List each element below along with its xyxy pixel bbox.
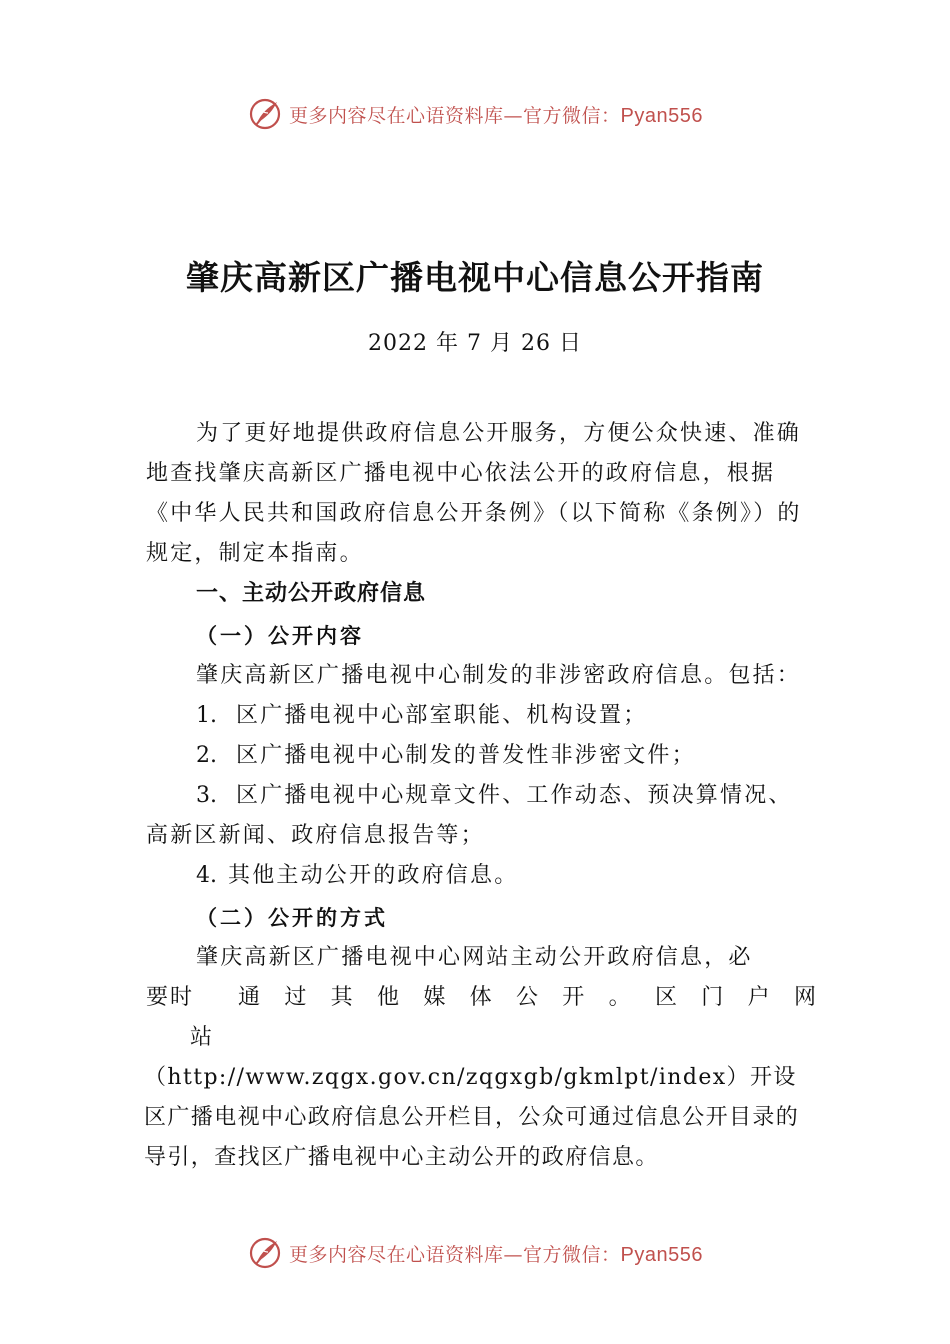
watermark-text: 更多内容尽在心语资料库—官方微信：Pyan556 xyxy=(289,1243,703,1266)
intro-paragraph: 为了更好地提供政府信息公开服务，方便公众快速、准确地查找肇庆高新区广播电视中心依法公开的政府信息，根据《中华人民共和国政府信息公开条例》（以下简称《条例》）的规定，制定本指南。 xyxy=(146,421,802,566)
quill-logo-icon xyxy=(247,96,283,132)
quill-logo-icon xyxy=(247,1235,283,1271)
watermark-text: 更多内容尽在心语资料库—官方微信：Pyan556 xyxy=(289,104,703,127)
list-item-2 xyxy=(146,736,816,776)
list-item-text: 其他主动公开的政府信息。 xyxy=(228,863,519,888)
subsection-1-lead: 肇庆高新区广播电视中心制发的非涉密政府信息。包括： xyxy=(196,663,802,688)
spread-char: 媒 xyxy=(423,985,446,1010)
spread-char: 。 xyxy=(608,985,631,1010)
spread-char: 过 xyxy=(284,985,307,1010)
spread-line-text xyxy=(238,978,816,1018)
document-date: 2022 年 7 月 26 日 xyxy=(368,331,582,356)
section-heading-1: 一、主动公开政府信息 xyxy=(196,581,427,606)
spread-char: 门 xyxy=(701,985,724,1010)
watermark-group xyxy=(247,1235,703,1271)
subsection-2-url-paragraph: （http://www.zqgx.gov.cn/zqgxgb/gkmlpt/index）开设区广播电视中心政府信息公开栏目，公众可通过信息公开目录的导引，查找区广播电视中心主动公开的政府信息。 xyxy=(144,1065,800,1170)
spread-char: 他 xyxy=(376,985,399,1010)
spread-char: 通 xyxy=(238,985,261,1010)
watermark-wechat-id: Pyan556 xyxy=(620,104,703,127)
list-item-text: 区广播电视中心制发的普发性非涉密文件； xyxy=(236,743,696,768)
footer-watermark xyxy=(0,1233,950,1273)
subsection-2-spread-line xyxy=(146,978,816,1018)
list-item-4 xyxy=(146,856,816,896)
document-title: 肇庆高新区广播电视中心信息公开指南 xyxy=(186,258,764,297)
document-body xyxy=(146,414,816,1178)
spread-char: 区 xyxy=(654,985,677,1010)
list-item-3 xyxy=(146,776,816,856)
spread-char: 其 xyxy=(330,985,353,1010)
spread-line-left: 要时 xyxy=(146,985,195,1010)
spread-char: 户 xyxy=(747,985,770,1010)
list-item-text: 区广播电视中心规章文件、工作动态、预决算情况、高新区新闻、政府信息报告等； xyxy=(146,783,793,848)
subsection-heading-1: （一）公开内容 xyxy=(196,624,364,648)
subsection-heading-2: （二）公开的方式 xyxy=(196,906,388,930)
list-item-1 xyxy=(146,696,816,736)
subsection-2-paragraph-1: 肇庆高新区广播电视中心网站主动公开政府信息，必 xyxy=(196,945,753,970)
list-number: 2. xyxy=(196,743,217,768)
spread-char: 体 xyxy=(469,985,492,1010)
watermark-wechat-id: Pyan556 xyxy=(620,1243,703,1266)
list-number: 4. xyxy=(196,863,217,888)
list-item-text: 区广播电视中心部室职能、机构设置； xyxy=(236,703,648,728)
spread-char: 公 xyxy=(515,985,538,1010)
list-number: 3. xyxy=(196,783,217,808)
spread-char: 开 xyxy=(562,985,585,1010)
spread-char: 网 xyxy=(793,985,816,1010)
header-watermark xyxy=(0,94,950,134)
subsection-2-site-word: 站 xyxy=(190,1025,215,1050)
watermark-group xyxy=(247,96,703,132)
list-number: 1. xyxy=(196,703,217,728)
